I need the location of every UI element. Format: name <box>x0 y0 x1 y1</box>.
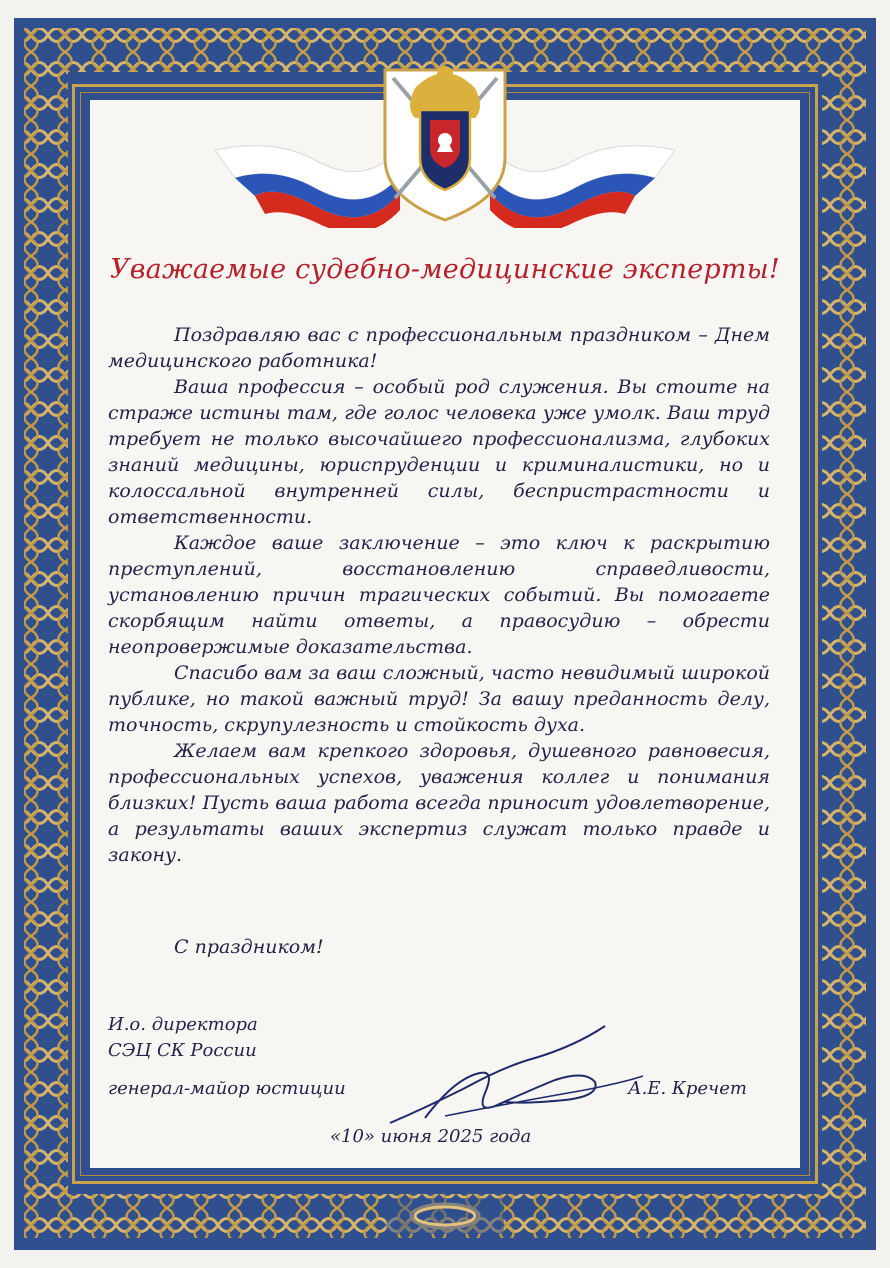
signatory-rank: генерал-майор юстиции <box>108 1078 346 1099</box>
document-date: «10» июня 2025 года <box>330 1126 532 1147</box>
position-line: СЭЦ СК России <box>108 1040 257 1061</box>
investigative-committee-emblem-icon <box>215 48 675 228</box>
paragraph: Ваша профессия – особый род служения. Вы стоите на страже истины там, где голос человека уже умолк. Ваш труд требует не только высочайшего профессионализма, глубоких знаний медицины, юриспруденции и криминалистики, но и колоссальной внутренней силы, беспристрастности и ответственности. <box>108 376 770 528</box>
paragraph: Поздравляю вас с профессиональным праздником – Днем медицинского работника! <box>108 324 770 372</box>
position-line: И.о. директора <box>108 1014 258 1035</box>
letter-body <box>108 322 770 868</box>
paragraph: Спасибо вам за ваш сложный, часто невидимый широкой публике, но такой важный труд! За вашу преданность делу, точность, скрупулезность и стойкость духа. <box>108 662 770 736</box>
handwritten-signature-icon <box>385 1018 645 1128</box>
paragraph: Каждое ваше заключение – это ключ к раскрытию преступлений, восстановлению справедливости, установлению причин трагических событий. Вы помогаете скорбящим найти ответы, а правосудию – обрести неопровержимые доказательства. <box>108 532 770 658</box>
signatory-position <box>108 1012 258 1064</box>
page-title: Уважаемые судебно-медицинские эксперты! <box>110 254 780 285</box>
signatory-name: А.Е. Кречет <box>628 1078 747 1099</box>
paragraph: Желаем вам крепкого здоровья, душевного равновесия, профессиональных успехов, уважения коллег и понимания близких! Пусть ваша работа всегда приносит удовлетворение, а результаты ваших экспертиз служат только правде и закону. <box>108 740 770 866</box>
closing-line: С праздником! <box>174 936 324 958</box>
